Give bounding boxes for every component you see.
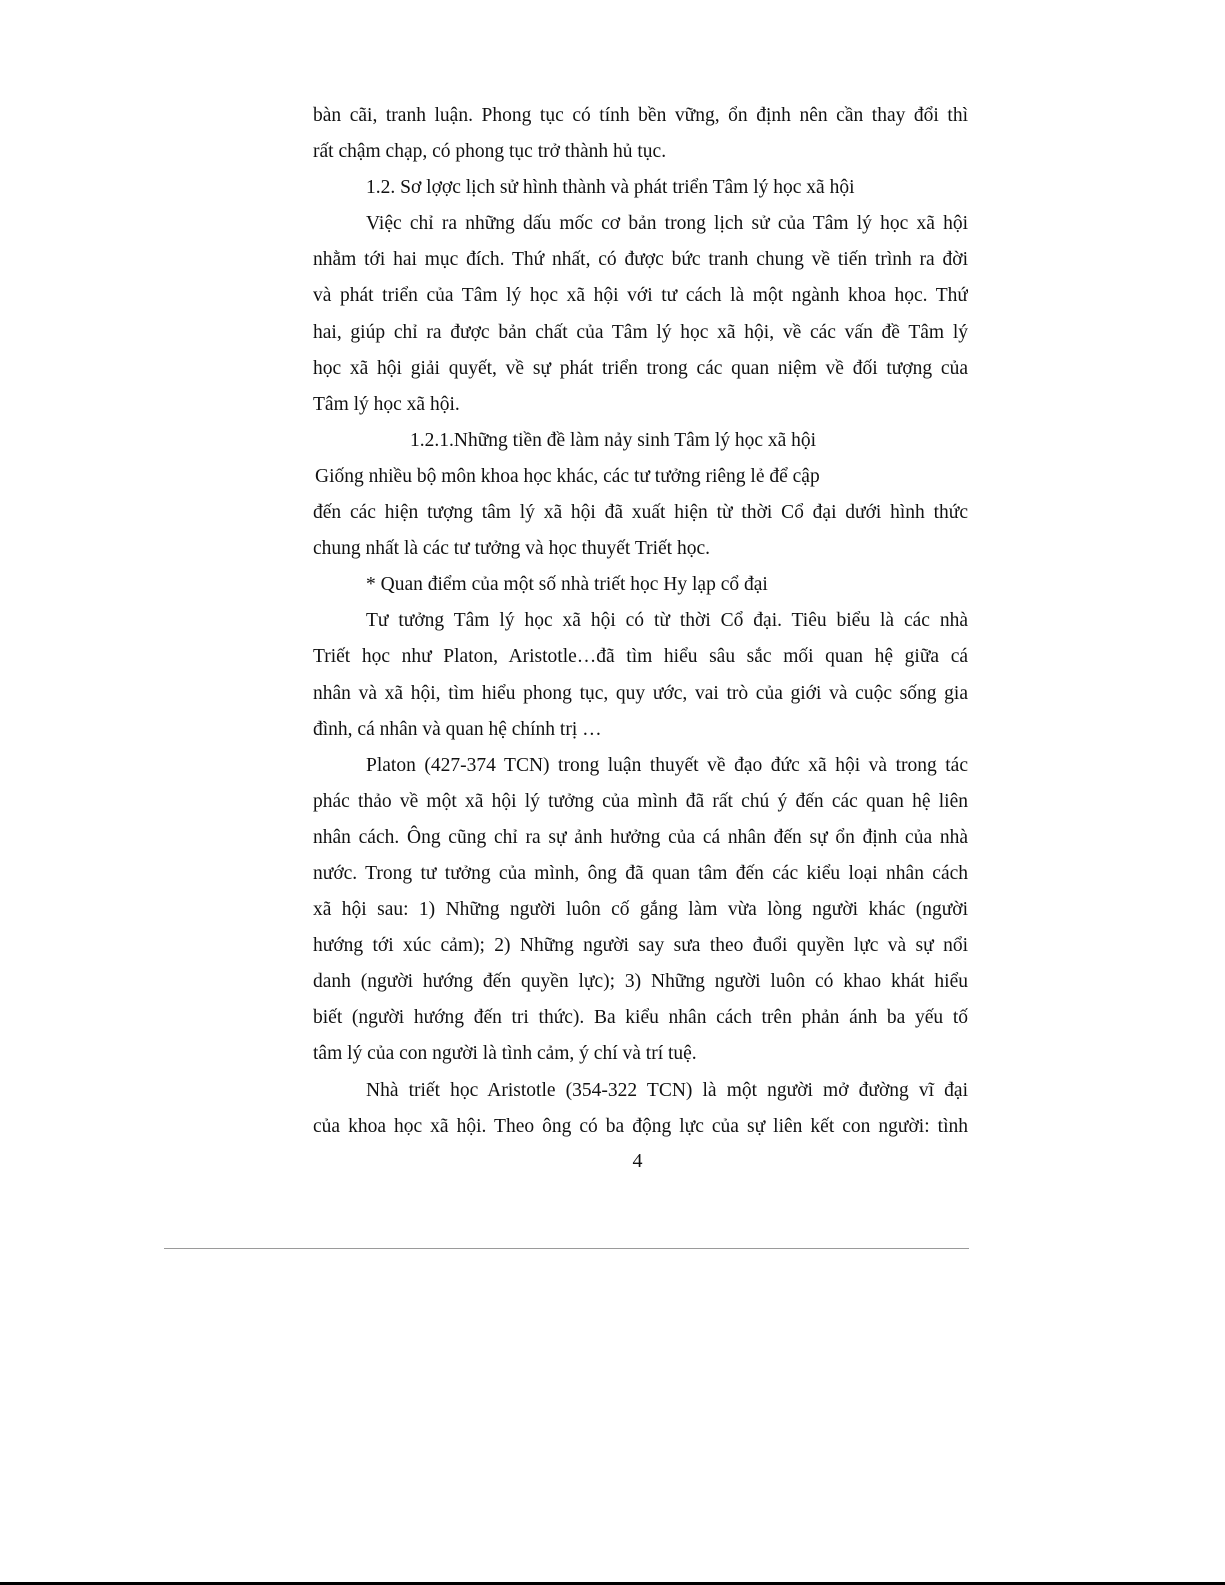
- text-line: Platon (427-374 TCN) trong luận thuyết về đạo đức xã hội và trong tác: [366, 754, 968, 776]
- text-line: danh (người hướng đến quyền lực); 3) Những người luôn có khao khát hiểu: [313, 971, 968, 993]
- text-line: chung nhất là các tư tưởng và học thuyết Triết học.: [313, 538, 710, 560]
- text-line: Nhà triết học Aristotle (354-322 TCN) là một người mở đường vĩ đại: [366, 1079, 968, 1101]
- text-line: đình, cá nhân và quan hệ chính trị …: [313, 718, 602, 740]
- bullet-heading: * Quan điểm của một số nhà triết học Hy lạp cổ đại: [366, 574, 768, 596]
- section-heading: 1.2. Sơ lợợc lịch sử hình thành và phát triển Tâm lý học xã hội: [366, 177, 855, 199]
- subsection-heading: 1.2.1.Những tiền đề làm nảy sinh Tâm lý học xã hội: [410, 429, 817, 451]
- text-line: của khoa học xã hội. Theo ông có ba động lực của sự liên kết con người: tình: [313, 1115, 968, 1137]
- text-line: Tư tưởng Tâm lý học xã hội có từ thời Cổ đại. Tiêu biểu là các nhà: [366, 610, 968, 632]
- text-line: nhân cách. Ông cũng chỉ ra sự ảnh hưởng của cá nhân đến sự ổn định của nhà: [313, 826, 968, 848]
- body-text: [313, 98, 968, 1145]
- page-divider: [164, 1248, 969, 1249]
- text-line: phác thảo về một xã hội lý tưởng của mình đã rất chú ý đến các quan hệ liên: [313, 790, 968, 812]
- text-line: học xã hội giải quyết, về sự phát triển trong các quan niệm về đối tượng của: [313, 357, 968, 379]
- text-line: nước. Trong tư tưởng của mình, ông đã quan tâm đến các kiểu loại nhân cách: [313, 862, 968, 884]
- page-number: 4: [632, 1150, 643, 1172]
- text-line: đến các hiện tượng tâm lý xã hội đã xuất hiện từ thời Cổ đại dưới hình thức: [313, 502, 968, 524]
- text-line: Việc chỉ ra những dấu mốc cơ bản trong lịch sử của Tâm lý học xã hội: [366, 213, 968, 235]
- text-line: nhân và xã hội, tìm hiểu phong tục, quy ước, vai trò của giới và cuộc sống gia: [313, 682, 968, 704]
- text-line: xã hội sau: 1) Những người luôn cố gắng làm vừa lòng người khác (người: [313, 899, 968, 921]
- text-line: Giống nhiều bộ môn khoa học khác, các tư tưởng riêng lẻ để cập: [315, 465, 820, 487]
- text-line: bàn cãi, tranh luận. Phong tục có tính bền vững, ổn định nên cần thay đổi thì: [313, 105, 968, 126]
- text-line: Triết học như Platon, Aristotle…đã tìm hiểu sâu sắc mối quan hệ giữa cá: [313, 646, 968, 668]
- text-line: tâm lý của con người là tình cảm, ý chí và trí tuệ.: [313, 1043, 697, 1065]
- text-line: hướng tới xúc cảm); 2) Những người say sưa theo đuổi quyền lực và sự nổi: [313, 935, 968, 957]
- text-line: Tâm lý học xã hội.: [313, 393, 460, 415]
- text-line: biết (người hướng đến tri thức). Ba kiểu nhân cách trên phản ánh ba yếu tố: [313, 1007, 968, 1029]
- text-line: hai, giúp chỉ ra được bản chất của Tâm lý học xã hội, về các vấn đề Tâm lý: [313, 321, 968, 343]
- text-line: nhằm tới hai mục đích. Thứ nhất, có được bức tranh chung về tiến trình ra đời: [313, 249, 968, 271]
- text-line: rất chậm chạp, có phong tục trở thành hủ tục.: [313, 141, 667, 163]
- text-line: và phát triển của Tâm lý học xã hội với tư cách là một ngành khoa học. Thứ: [313, 285, 968, 307]
